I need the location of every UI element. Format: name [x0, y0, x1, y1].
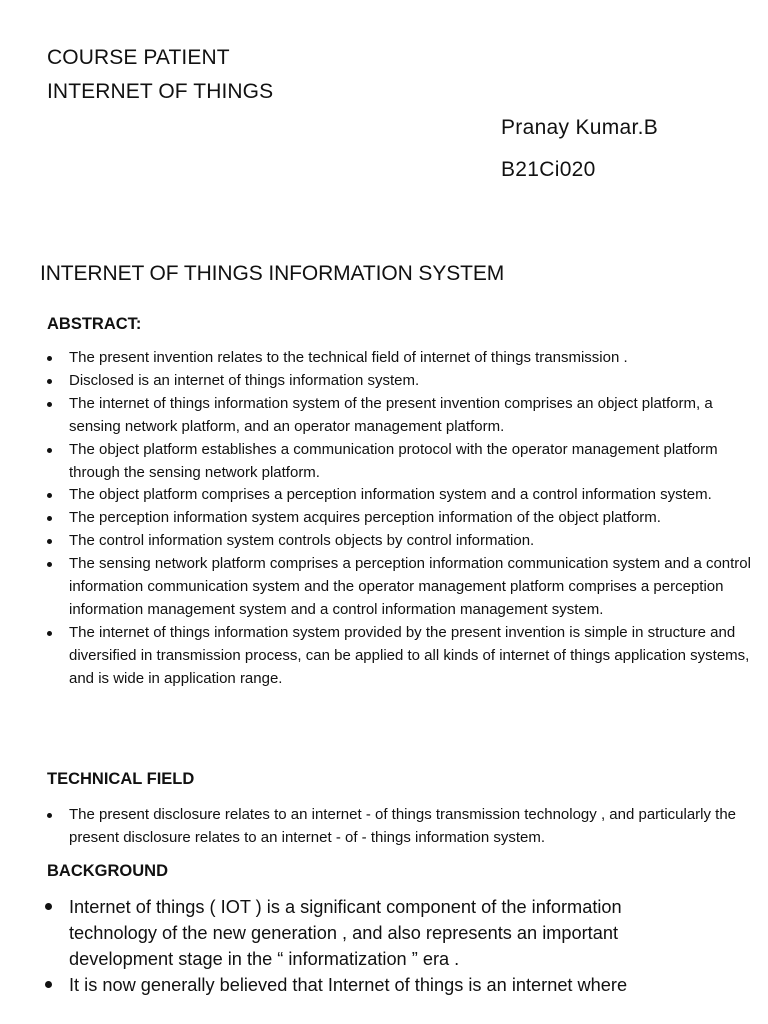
background-list: [69, 894, 669, 998]
background-item: Internet of things ( IOT ) is a significant component of the information technology of the new generation , and also represents an important development stage in the “ informatization ” era .: [69, 894, 669, 972]
abstract-item: The control information system controls objects by control information.: [69, 530, 759, 553]
abstract-item: Disclosed is an internet of things information system.: [69, 370, 759, 393]
abstract-item: The object platform establishes a communication protocol with the operator management platform through the sensing network platform.: [69, 439, 759, 485]
background-heading: BACKGROUND: [47, 862, 168, 880]
abstract-list: [69, 347, 759, 691]
course-label: COURSE PATIENT: [47, 46, 230, 69]
document-title: INTERNET OF THINGS INFORMATION SYSTEM: [40, 262, 505, 285]
abstract-item: The present invention relates to the technical field of internet of things transmission .: [69, 347, 759, 370]
author-name: Pranay Kumar.B: [501, 116, 659, 139]
technical-field-item: The present disclosure relates to an internet - of things transmission technology , and particularly the present disclosure relates to an internet - of - things information system.: [69, 804, 759, 850]
course-name: INTERNET OF THINGS: [47, 80, 274, 103]
technical-field-list: [69, 804, 759, 850]
abstract-item: The perception information system acquires perception information of the object platform.: [69, 507, 759, 530]
author-id: B21Ci020: [501, 158, 596, 181]
technical-field-heading: TECHNICAL FIELD: [47, 770, 195, 788]
abstract-item: The internet of things information system provided by the present invention is simple in structure and diversified in transmission process, can be applied to all kinds of internet of things application systems, and is wide in application range.: [69, 622, 759, 691]
background-item: It is now generally believed that Internet of things is an internet where: [69, 972, 669, 998]
abstract-item: The internet of things information system of the present invention comprises an object platform, a sensing network platform, and an operator management platform.: [69, 393, 759, 439]
abstract-item: The sensing network platform comprises a perception information communication system and a control information communication system and the operator management platform comprises a perception information management system and a control information management system.: [69, 553, 759, 622]
abstract-heading: ABSTRACT:: [47, 315, 142, 333]
abstract-item: The object platform comprises a perception information system and a control information system.: [69, 484, 759, 507]
